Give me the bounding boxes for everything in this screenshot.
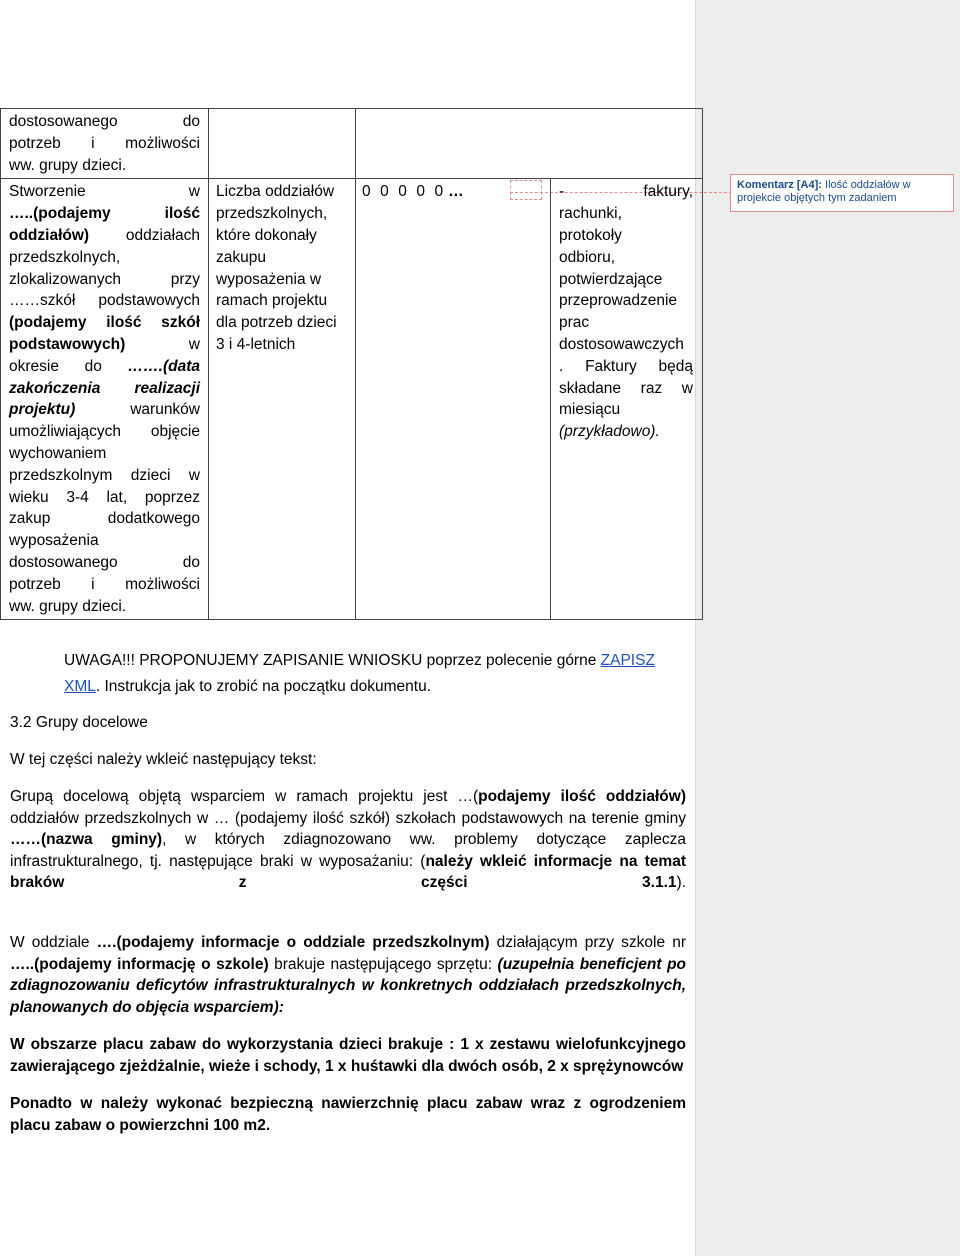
goal-line: okresie do	[9, 357, 102, 375]
goal-line: przedszkolnych,	[9, 248, 121, 266]
table-cell-indicator	[209, 179, 356, 620]
goal-line: zakończenia realizacji	[9, 379, 200, 397]
goal-line: przedszkolnym dzieci w	[9, 466, 200, 484]
p2-text: działającym przy szkole nr	[489, 934, 687, 951]
goal-line: dostosowanego do	[9, 553, 200, 571]
goal-line: zlokalizowanych przy	[9, 270, 200, 288]
verification-line: . Faktury będą	[559, 357, 693, 375]
comment-balloon[interactable]	[730, 174, 954, 212]
p2-bold: ….(podajemy informacje o oddziale przedszkolnym)	[96, 934, 490, 951]
p1-bold: należy wkleić informacje na temat braków z części 3.1.1	[10, 852, 686, 892]
p1-bold: podajemy ilość oddziałów)	[478, 788, 686, 805]
section-intro: W tej części należy wkleić następujący tekst:	[10, 751, 317, 768]
values-text: 0 0 0 0 0	[362, 183, 444, 201]
p1-bold: ……(nazwa gminy)	[10, 831, 163, 849]
goal-line-bold-italic: projektu)	[9, 401, 76, 419]
goal-line-bold: podstawowych)	[9, 335, 126, 353]
table-cell-line: ww. grupy dzieci.	[9, 156, 127, 174]
p2-text: brakuje następującego sprzętu:	[268, 955, 498, 973]
goal-line: oddziałach	[125, 226, 200, 244]
goal-line: potrzeb i możliwości	[9, 575, 200, 593]
indicator-table	[0, 108, 703, 620]
table-row-main	[1, 179, 703, 620]
save-notice	[64, 648, 664, 700]
target-group-paragraph	[10, 786, 686, 894]
goal-line-bold-italic: …….(data	[127, 357, 201, 375]
table-cell-empty	[209, 109, 356, 179]
p1-text: ).	[676, 874, 686, 892]
goal-line: ……szkół podstawowych	[9, 292, 200, 310]
table-cell-line: potrzeb i możliwości	[9, 134, 200, 152]
values-ellipsis: …	[448, 183, 464, 201]
goal-line: Stworzenie w	[9, 183, 200, 201]
goal-line: warunków	[130, 401, 200, 419]
p1-text: oddziałów przedszkolnych w … (podajemy ilość szkół) szkołach podstawowych na terenie gminy	[10, 809, 686, 827]
verification-line: protokoły	[559, 226, 622, 244]
comment-label: Komentarz [A4]:	[737, 179, 822, 191]
verification-line: rachunki,	[559, 205, 622, 223]
table-cell-goal	[1, 179, 209, 620]
goal-line: ww. grupy dzieci.	[9, 597, 127, 615]
p2-text: W oddziale	[10, 934, 97, 951]
indicator-line: ramach projektu	[216, 292, 328, 310]
section-heading: 3.2 Grupy docelowe	[10, 714, 148, 731]
notice-text: UWAGA!!! PROPONUJEMY ZAPISANIE WNIOSKU poprzez polecenie górne	[64, 652, 601, 669]
table-cell-values	[356, 179, 551, 620]
surface-paragraph: Ponadto w należy wykonać bezpieczną nawierzchnię placu zabaw wraz z ogrodzeniem placu zabaw o powierzchni 100 m2.	[10, 1095, 686, 1134]
p2-bold: …..(podajemy informację o szkole)	[10, 955, 269, 973]
verification-line: prac	[559, 314, 590, 332]
p1-text: , w których zdiagnozowano ww. problemy dotyczące zaplecza infrastrukturalnego, tj. następujące braki w wyposażaniu: (	[10, 831, 687, 870]
goal-line: w	[188, 335, 200, 353]
verification-line: przeprowadzenie	[559, 292, 678, 310]
indicator-line: dla potrzeb dzieci	[216, 314, 337, 332]
playground-paragraph: W obszarze placu zabaw do wykorzystania dzieci brakuje : 1 x zestawu wielofunkcyjnego zawierającego zjeżdżalnie, wieże i schody, 1 x huśtawki dla dwóch osób, 2 x sprężynowców	[10, 1036, 686, 1075]
goal-line-bold: oddziałów)	[9, 226, 90, 244]
goal-line: umożliwiających objęcie	[9, 423, 200, 441]
goal-line: wyposażenia	[9, 532, 99, 550]
table-row-top	[1, 109, 703, 179]
class-paragraph	[10, 932, 686, 1018]
p1-text: Grupą docelową objętą wsparciem w ramach projektu jest …(	[10, 788, 479, 805]
indicator-line: zakupu	[216, 248, 266, 266]
indicator-line: które dokonały	[216, 226, 317, 244]
verification-line-italic: (przykładowo).	[559, 423, 660, 441]
indicator-line: wyposażenia w	[216, 270, 322, 288]
comment-text: Ilość oddziałów w projekcie objętych tym zadaniem	[737, 179, 911, 204]
goal-line: wychowaniem	[9, 444, 107, 462]
goal-line: (podajemy ilość szkół	[9, 314, 200, 332]
table-cell-goal-continued	[1, 109, 209, 179]
verification-line: - faktury,	[559, 183, 693, 201]
goal-line: wieku 3-4 lat, poprzez	[9, 488, 200, 506]
notice-text-after: . Instrukcja jak to zrobić na początku dokumentu.	[95, 678, 432, 695]
verification-line: potwierdzające	[559, 270, 663, 288]
table-cell-line: dostosowanego do	[9, 113, 200, 130]
verification-line: dostosowawczych	[559, 335, 684, 353]
save-xml-link-cont[interactable]: XML	[64, 678, 96, 695]
indicator-line: Liczba oddziałów	[216, 183, 335, 201]
indicator-line: przedszkolnych,	[216, 205, 328, 223]
table-cell-verification	[551, 179, 703, 620]
p2-bold-italic: (uzupełnia beneficjent po zdiagnozowaniu deficytów infrastrukturalnych w konkretnych oddziałach przedszkolnych, planowanych do objęcia wsparciem):	[10, 955, 686, 1016]
verification-line: miesiącu	[559, 401, 621, 419]
goal-line: zakup dodatkowego	[9, 510, 200, 528]
goal-line: …..(podajemy ilość	[9, 205, 200, 223]
verification-line: składane raz w	[559, 379, 693, 397]
indicator-values	[356, 179, 550, 203]
verification-line: odbioru,	[559, 248, 616, 266]
indicator-line: 3 i 4-letnich	[216, 335, 296, 353]
save-xml-link[interactable]: ZAPISZ	[600, 652, 655, 669]
table-cell-empty	[356, 109, 703, 179]
